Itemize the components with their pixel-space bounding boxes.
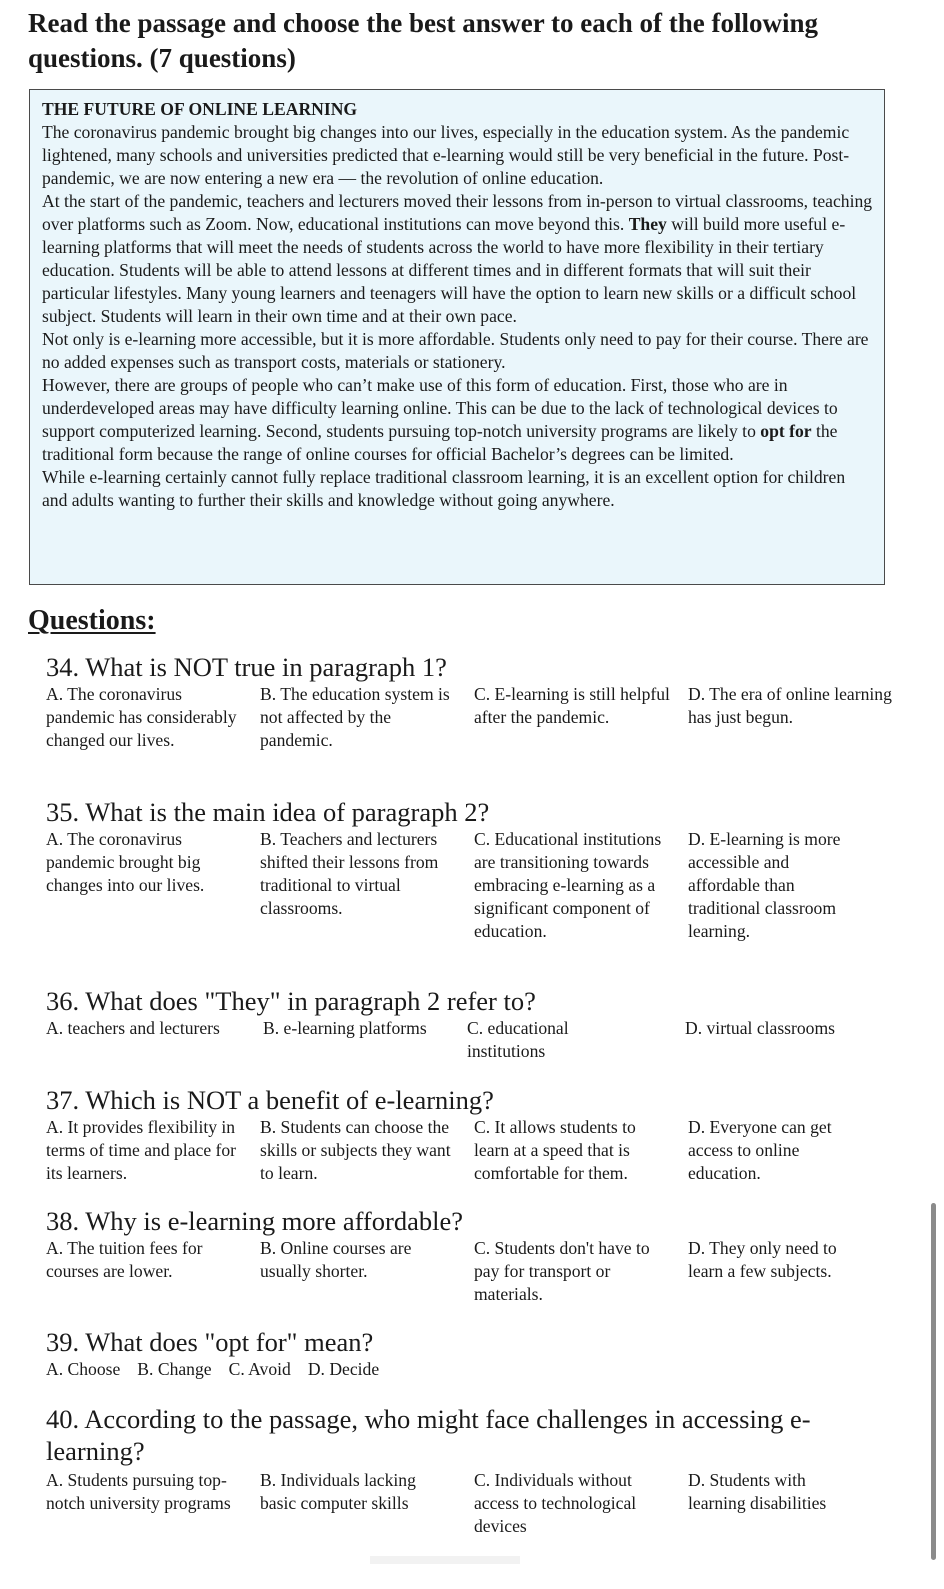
question-34	[46, 651, 906, 803]
question-40-option-b[interactable]: B. Individuals lacking basic computer skills	[260, 1470, 416, 1513]
passage-paragraph-3: Not only is e-learning more accessible, but it is more affordable. Students only need to pay for their course. There are no added expenses such as transport costs, materials or stationery.	[42, 329, 869, 372]
question-35-option-d[interactable]: D. E-learning is more accessible and affordable than traditional classroom learning.	[688, 829, 841, 941]
question-37-option-d[interactable]: D. Everyone can get access to online education.	[688, 1117, 832, 1183]
question-38-option-d[interactable]: D. They only need to learn a few subjects.	[688, 1238, 837, 1281]
question-40-option-c[interactable]: C. Individuals without access to technological devices	[474, 1470, 637, 1536]
question-39-stem: 39. What does "opt for" mean?	[46, 1327, 374, 1357]
question-37-option-a[interactable]: A. It provides flexibility in terms of time and place for its learners.	[46, 1117, 237, 1183]
question-35	[46, 796, 906, 948]
question-36-option-c[interactable]: C. educational institutions	[467, 1018, 569, 1061]
question-38-option-b[interactable]: B. Online courses are usually shorter.	[260, 1238, 412, 1281]
question-40-stem: 40. According to the passage, who might face challenges in accessing e-learning?	[46, 1404, 811, 1466]
passage-paragraph-5: While e-learning certainly cannot fully replace traditional classroom learning, it is an excellent option for children and adults wanting to further their skills and knowledge without going anywhere.	[42, 467, 846, 510]
question-34-option-a[interactable]: A. The coronavirus pandemic has considerably changed our lives.	[46, 684, 237, 750]
passage-bold-they: They	[628, 214, 667, 234]
question-38-option-a[interactable]: A. The tuition fees for courses are lower.	[46, 1238, 203, 1281]
question-34-option-d[interactable]: D. The era of online learning has just begun.	[688, 684, 892, 727]
question-37-stem: 37. Which is NOT a benefit of e-learning?	[46, 1085, 494, 1115]
passage-title: THE FUTURE OF ONLINE LEARNING	[42, 99, 358, 119]
reading-passage	[29, 89, 885, 585]
passage-bold-opt-for: opt for	[760, 421, 812, 441]
question-39-option-d[interactable]: D. Decide	[307, 1359, 380, 1379]
passage-paragraph-2	[42, 190, 874, 328]
question-38-stem: 38. Why is e-learning more affordable?	[46, 1206, 463, 1236]
question-35-option-c[interactable]: C. Educational institutions are transitioning towards embracing e-learning as a significant component of education.	[474, 829, 662, 941]
passage-paragraph-4-intro: However, there are groups of people who can’t make use of this form of education. First, those who are in underdeveloped areas may have difficulty learning online. This can be due to the lack of technological devices to support computerized learning. Second, students pursuing top-notch university programs are likely to	[42, 375, 838, 441]
instructions-heading: Read the passage and choose the best answer to each of the following questions. (7 questions)	[28, 8, 818, 73]
passage-paragraph-2-intro: At the start of the pandemic, teachers and lecturers moved their lessons from in-person to virtual classrooms, teaching over platforms such as Zoom. Now, educational institutions can move beyond this.	[42, 191, 873, 234]
question-35-option-a[interactable]: A. The coronavirus pandemic brought big changes into our lives.	[46, 829, 205, 895]
question-35-option-b[interactable]: B. Teachers and lecturers shifted their lessons from traditional to virtual classrooms.	[260, 829, 439, 918]
question-36-option-a[interactable]: A. teachers and lecturers	[46, 1018, 220, 1038]
passage-paragraph-4-rest: the traditional form because the range of online courses for official Bachelor’s degrees can be limited.	[42, 421, 838, 464]
bottom-edge-fade	[370, 1556, 520, 1564]
question-34-option-c[interactable]: C. E-learning is still helpful after the pandemic.	[474, 684, 670, 727]
question-39-option-b[interactable]: B. Change	[137, 1359, 212, 1379]
question-40-option-a[interactable]: A. Students pursuing top-notch university programs	[46, 1470, 231, 1513]
question-40-options	[46, 1469, 906, 1589]
question-40-option-d[interactable]: D. Students with learning disabilities	[688, 1470, 827, 1513]
question-35-options	[46, 828, 906, 948]
question-38-option-c[interactable]: C. Students don't have to pay for transport or materials.	[474, 1238, 650, 1304]
question-34-stem: 34. What is NOT true in paragraph 1?	[46, 652, 447, 682]
question-39	[46, 1326, 906, 1381]
question-37-option-b[interactable]: B. Students can choose the skills or subjects they want to learn.	[260, 1117, 451, 1183]
passage-paragraph-1: The coronavirus pandemic brought big changes into our lives, especially in the education system. As the pandemic lightened, many schools and universities predicted that e-learning would still be very beneficial in the future. Post-pandemic, we are now entering a new era — the revolution of online education.	[42, 122, 850, 188]
question-36-option-b[interactable]: B. e-learning platforms	[263, 1018, 427, 1038]
questions-heading: Questions:	[28, 605, 156, 636]
question-36-option-d[interactable]: D. virtual classrooms	[685, 1018, 836, 1038]
question-39-options	[46, 1358, 906, 1381]
question-37-option-c[interactable]: C. It allows students to learn at a speed that is comfortable for them.	[474, 1117, 636, 1183]
question-39-option-a[interactable]: A. Choose	[46, 1359, 121, 1379]
question-39-option-c[interactable]: C. Avoid	[228, 1359, 291, 1379]
question-34-option-b[interactable]: B. The education system is not affected by the pandemic.	[260, 684, 450, 750]
question-35-stem: 35. What is the main idea of paragraph 2?	[46, 797, 490, 827]
scrollbar[interactable]	[931, 1203, 936, 1560]
question-34-options	[46, 683, 906, 803]
passage-paragraph-4	[42, 374, 874, 466]
question-36-stem: 36. What does "They" in paragraph 2 refer to?	[46, 986, 536, 1016]
passage-paragraph-2-rest: will build more useful e-learning platforms that will meet the needs of students across the world to have more flexibility in their tertiary education. Students will be able to attend lessons at different times and in different formats that will suit their particular lifestyles. Many young learners and teenagers will have the option to learn new skills or a difficult school subject. Students will learn in their own time and at their own pace.	[42, 214, 857, 326]
